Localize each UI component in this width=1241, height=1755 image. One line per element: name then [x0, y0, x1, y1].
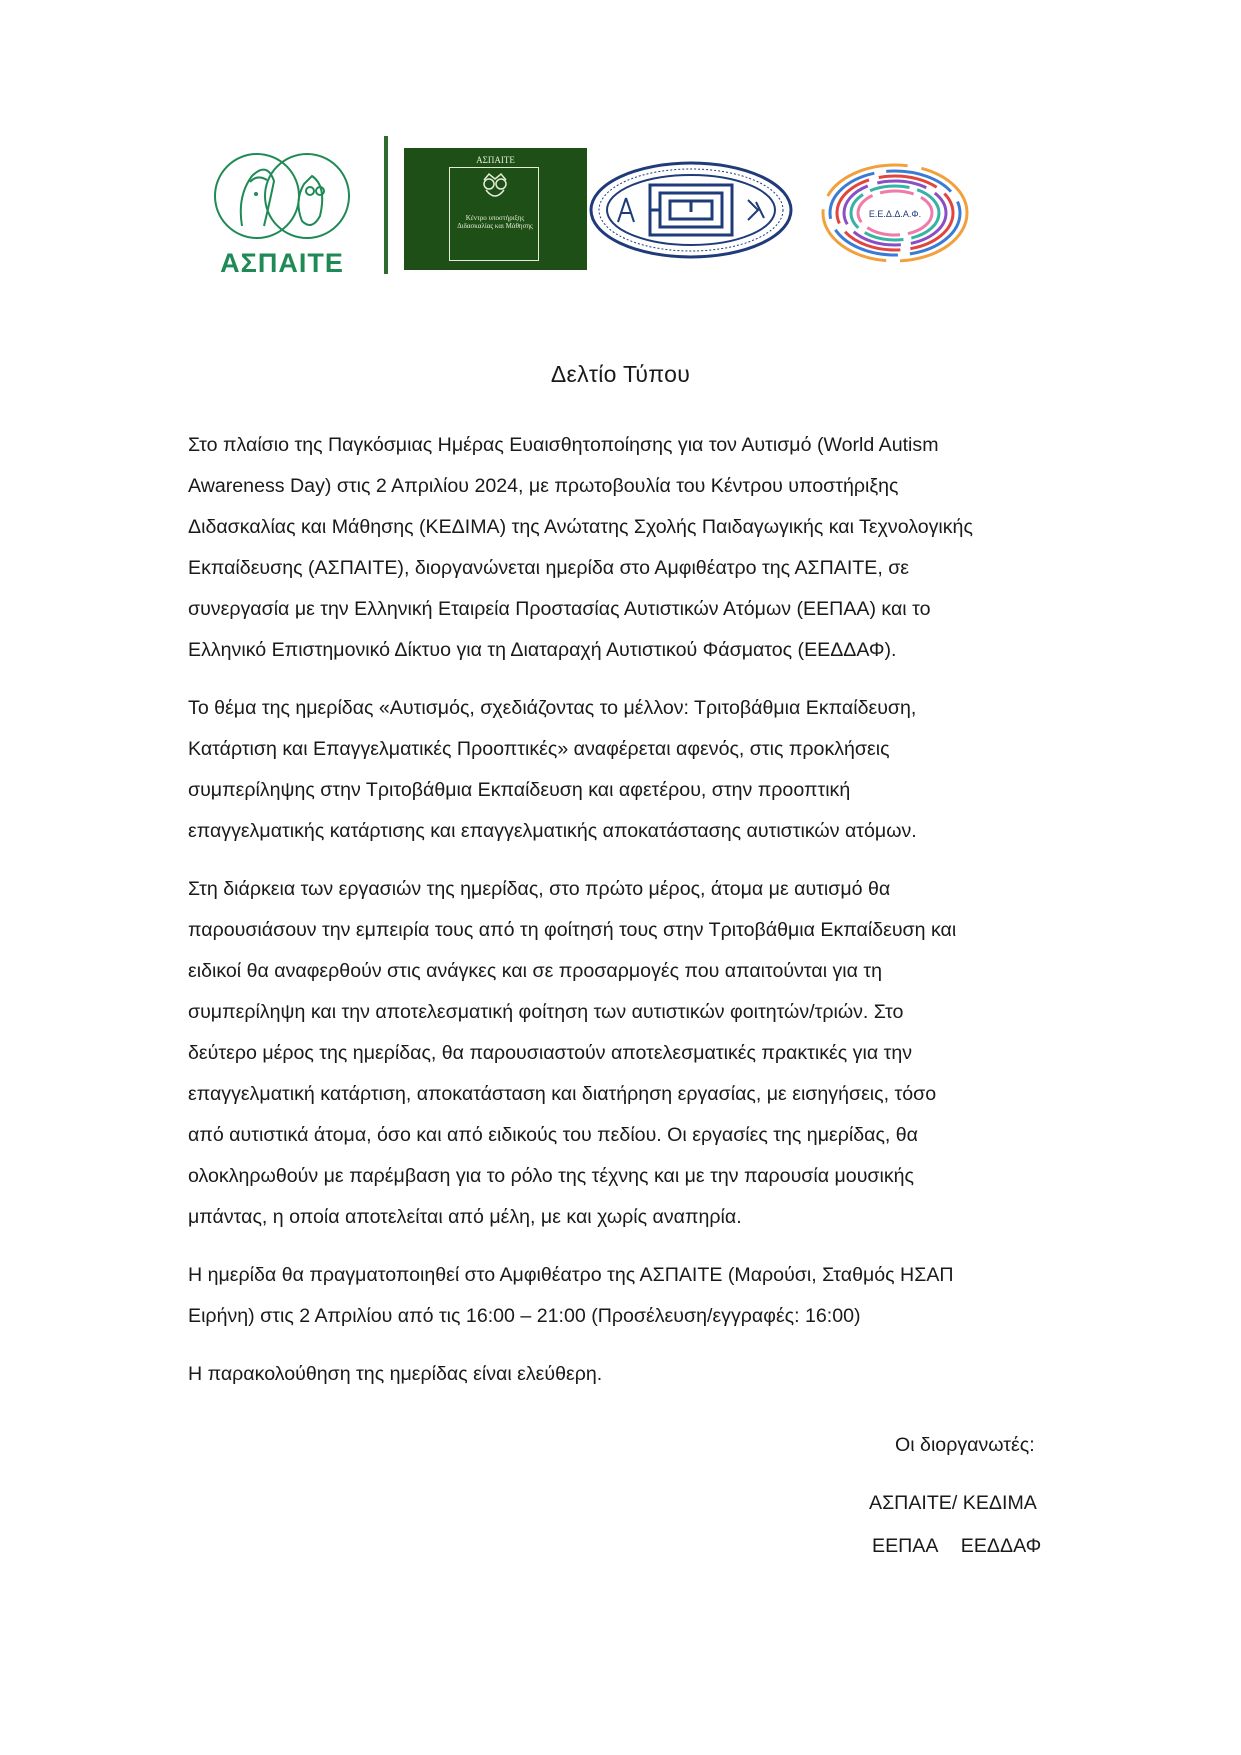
eeddaf-center-text: Ε.Ε.Δ.Δ.Α.Φ.: [868, 209, 922, 219]
aspaite-emblem-icon: [212, 146, 352, 246]
kedima-logo: [404, 148, 587, 270]
kedima-header: ΑΣΠΑΙΤΕ: [476, 155, 515, 165]
aspaite-logo: [212, 146, 352, 276]
paragraph-program: Στη διάρκεια των εργασιών της ημερίδας, στο πρώτο μέρος, άτομα με αυτισμό θα παρουσιάσουν την εμπειρία τους από τη φοίτησή τους στην Τριτοβάθμια Εκπαίδευση και ειδικοί θα αναφερθούν στις ανάγκες και σε προσαρμογές που απαιτούνται για τη συμπερίληψη και την αποτελεσματική φοίτηση των αυτιστικών φοιτητών/τριών. Στο δεύτερο μέρος της ημερίδας, θα παρουσιαστούν αποτελεσματικές πρακτικές για την επαγγελματική κατάρτιση, αποκατάσταση και διατήρηση εργασίας, με εισηγήσεις, τόσο από αυτιστικά άτομα, όσο και από ειδικούς του πεδίου. Οι εργασίες της ημερίδας, θα ολοκληρωθούν με παρέμβαση για το ρόλο της τέχνης και με την παρουσία μουσικής μπάντας, η οποία αποτελείται από μέλη, με και χωρίς αναπηρία.: [188, 878, 957, 1228]
document-title: Δελτίο Τύπου: [550, 361, 691, 387]
organizers-line-2: ΕΕΠΑΑ ΕΕΔΔΑΦ: [872, 1535, 1042, 1557]
eeddaf-rings-icon: [820, 162, 970, 264]
aspaite-wordmark: ΑΣΠΑΙΤΕ: [220, 248, 344, 278]
paragraph-theme: Το θέμα της ημερίδας «Αυτισμός, σχεδιάζοντας το μέλλον: Τριτοβάθμια Εκπαίδευση, Κατάρτιση και Επαγγελματικές Προοπτικές» αναφέρεται αφενός, στις προκλήσεις συμπερίληψης στην Τριτοβάθμια Εκπαίδευση και αφετέρου, στην προοπτική επαγγελματικής κατάρτισης και επαγγελματικής αποκατάστασης αυτιστικών ατόμων.: [188, 697, 917, 842]
paragraph-venue: Η ημερίδα θα πραγματοποιηθεί στο Αμφιθέατρο της ΑΣΠΑΙΤΕ (Μαρούσι, Σταθμός ΗΣΑΠ Ειρήνη) στις 2 Απριλίου από τις 16:00 – 21:00 (Προσέλευση/εγγραφές: 16:00): [188, 1264, 954, 1327]
organizers-line-1: ΑΣΠΑΙΤΕ/ ΚΕΔΙΜΑ: [869, 1492, 1037, 1514]
eeddaf-logo: [820, 162, 970, 264]
logo-divider: [384, 136, 388, 274]
organizers-heading: Οι διοργανωτές:: [895, 1434, 1035, 1456]
paragraph-attendance: Η παρακολούθηση της ημερίδας είναι ελεύθερη.: [188, 1363, 603, 1385]
kedima-text: Κέντρο υποστήριξης Διδασκαλίας και Μάθησης: [457, 214, 533, 230]
paragraph-intro: Στο πλαίσιο της Παγκόσμιας Ημέρας Ευαισθητοποίησης για τον Αυτισμό (World Autism Awareness Day) στις 2 Απριλίου 2024, με πρωτοβουλία του Κέντρου υποστήριξης Διδασκαλίας και Μάθησης (ΚΕΔΙΜΑ) της Ανώτατης Σχολής Παιδαγωγικής και Τεχνολογικής Εκπαίδευσης (ΑΣΠΑΙΤΕ), διοργανώνεται ημερίδα στο Αμφιθέατρο της ΑΣΠΑΙΤΕ, σε συνεργασία με την Ελληνική Εταιρεία Προστασίας Αυτιστικών Ατόμων (ΕΕΠΑΑ) και το Ελληνικό Επιστημονικό Δίκτυο για τη Διαταραχή Αυτιστικού Φάσματος (ΕΕΔΔΑΦ).: [188, 434, 973, 661]
logo-bar: [0, 0, 1241, 300]
eepaa-seal-icon: [588, 160, 794, 260]
kedima-frame: [449, 167, 539, 261]
document-body: [188, 425, 1058, 1412]
owl-icon: [450, 168, 540, 208]
eepaa-logo: [588, 160, 794, 260]
